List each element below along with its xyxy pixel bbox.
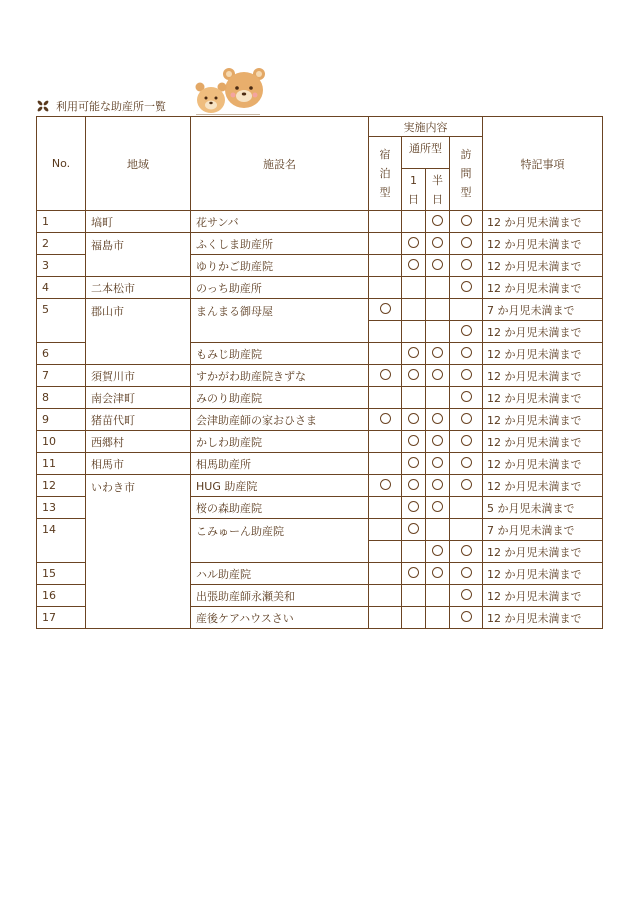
cell-note: 12 か月児未満まで (483, 321, 603, 343)
available-mark-icon (461, 589, 472, 600)
cell-stay (369, 453, 402, 475)
cell-no: 10 (37, 431, 86, 453)
cell-half (426, 321, 450, 343)
cell-full (402, 299, 426, 321)
cell-visit (450, 585, 483, 607)
cell-note: 12 か月児未満まで (483, 563, 603, 585)
cell-note: 12 か月児未満まで (483, 387, 603, 409)
available-mark-icon (432, 479, 443, 490)
available-mark-icon (408, 501, 419, 512)
cell-half (426, 607, 450, 629)
cell-no: 8 (37, 387, 86, 409)
cell-half (426, 541, 450, 563)
header-visit: 訪 問 型 (450, 137, 483, 211)
cell-half (426, 277, 450, 299)
facility-table (36, 116, 603, 629)
cell-full (402, 211, 426, 233)
cell-half (426, 343, 450, 365)
cell-facility: 会津助産師の家おひさま (191, 409, 369, 431)
cell-facility: すかがわ助産院きずな (191, 365, 369, 387)
cell-visit (450, 409, 483, 431)
available-mark-icon (461, 545, 472, 556)
cell-half (426, 475, 450, 497)
cell-full (402, 343, 426, 365)
cell-full (402, 277, 426, 299)
cell-stay (369, 607, 402, 629)
cell-stay (369, 541, 402, 563)
cell-half (426, 563, 450, 585)
cell-note: 12 か月児未満まで (483, 211, 603, 233)
divider (196, 114, 260, 115)
cell-facility: もみじ助産院 (191, 343, 369, 365)
cell-stay (369, 585, 402, 607)
cell-visit (450, 365, 483, 387)
cell-facility: こみゅーん助産院 (191, 519, 369, 563)
available-mark-icon (461, 215, 472, 226)
small-bear-icon (196, 83, 227, 114)
cell-stay (369, 211, 402, 233)
available-mark-icon (432, 237, 443, 248)
page-title: 利用可能な助産所一覧 (56, 100, 166, 113)
cell-region: 須賀川市 (86, 365, 191, 387)
cell-region: 南会津町 (86, 387, 191, 409)
available-mark-icon (408, 523, 419, 534)
cell-region: 塙町 (86, 211, 191, 233)
big-bear-icon (223, 68, 265, 108)
cell-visit (450, 541, 483, 563)
cell-note: 12 か月児未満まで (483, 453, 603, 475)
cell-full (402, 497, 426, 519)
cell-note: 12 か月児未満まで (483, 431, 603, 453)
available-mark-icon (432, 435, 443, 446)
available-mark-icon (408, 479, 419, 490)
flower-icon (36, 99, 50, 113)
cell-stay (369, 343, 402, 365)
available-mark-icon (432, 567, 443, 578)
available-mark-icon (408, 435, 419, 446)
cell-no: 16 (37, 585, 86, 607)
cell-stay (369, 387, 402, 409)
cell-facility: 桜の森助産院 (191, 497, 369, 519)
cell-full (402, 365, 426, 387)
table-row (37, 211, 603, 233)
cell-no: 11 (37, 453, 86, 475)
cell-full (402, 563, 426, 585)
table-row (37, 299, 603, 321)
header-daycare: 通所型 (402, 137, 450, 169)
cell-half (426, 497, 450, 519)
available-mark-icon (432, 457, 443, 468)
cell-full (402, 321, 426, 343)
available-mark-icon (380, 413, 391, 424)
cell-facility: まんまる御母屋 (191, 299, 369, 343)
cell-note: 12 か月児未満まで (483, 607, 603, 629)
available-mark-icon (461, 611, 472, 622)
cell-no: 6 (37, 343, 86, 365)
cell-no: 15 (37, 563, 86, 585)
cell-full (402, 409, 426, 431)
cell-facility: ゆりかご助産院 (191, 255, 369, 277)
cell-full (402, 431, 426, 453)
cell-note: 12 か月児未満まで (483, 233, 603, 255)
available-mark-icon (461, 391, 472, 402)
available-mark-icon (380, 303, 391, 314)
cell-visit (450, 321, 483, 343)
available-mark-icon (461, 259, 472, 270)
cell-half (426, 299, 450, 321)
cell-half (426, 255, 450, 277)
cell-full (402, 233, 426, 255)
header-notes: 特記事項 (483, 117, 603, 211)
header-stay: 宿 泊 型 (369, 137, 402, 211)
cell-facility: みのり助産院 (191, 387, 369, 409)
cell-full (402, 585, 426, 607)
cell-note: 12 か月児未満まで (483, 409, 603, 431)
cell-half (426, 585, 450, 607)
cell-note: 7 か月児未満まで (483, 519, 603, 541)
cell-region: 二本松市 (86, 277, 191, 299)
cell-no: 4 (37, 277, 86, 299)
cell-stay (369, 519, 402, 541)
cell-half (426, 453, 450, 475)
cell-no: 13 (37, 497, 86, 519)
table-row (37, 453, 603, 475)
cell-no: 5 (37, 299, 86, 343)
cell-region: 福島市 (86, 233, 191, 277)
cell-stay (369, 277, 402, 299)
cell-stay (369, 299, 402, 321)
available-mark-icon (461, 325, 472, 336)
available-mark-icon (461, 281, 472, 292)
cell-visit (450, 255, 483, 277)
cell-visit (450, 607, 483, 629)
cell-note: 12 か月児未満まで (483, 365, 603, 387)
available-mark-icon (408, 259, 419, 270)
cell-stay (369, 409, 402, 431)
cell-no: 1 (37, 211, 86, 233)
cell-facility: 花サンバ (191, 211, 369, 233)
cell-visit (450, 475, 483, 497)
available-mark-icon (461, 479, 472, 490)
available-mark-icon (408, 567, 419, 578)
cell-half (426, 387, 450, 409)
cell-facility: HUG 助産院 (191, 475, 369, 497)
cell-visit (450, 519, 483, 541)
cell-visit (450, 497, 483, 519)
table-row (37, 431, 603, 453)
cell-stay (369, 475, 402, 497)
cell-region: 相馬市 (86, 453, 191, 475)
cell-half (426, 365, 450, 387)
cell-note: 12 か月児未満まで (483, 343, 603, 365)
cell-note: 12 か月児未満まで (483, 277, 603, 299)
bears-illustration (193, 64, 275, 118)
available-mark-icon (432, 501, 443, 512)
cell-visit (450, 431, 483, 453)
cell-full (402, 453, 426, 475)
cell-note: 12 か月児未満まで (483, 541, 603, 563)
cell-no: 12 (37, 475, 86, 497)
cell-note: 12 か月児未満まで (483, 585, 603, 607)
cell-region: いわき市 (86, 475, 191, 629)
cell-stay (369, 497, 402, 519)
cell-half (426, 431, 450, 453)
cell-note: 12 か月児未満まで (483, 475, 603, 497)
cell-stay (369, 255, 402, 277)
available-mark-icon (461, 457, 472, 468)
available-mark-icon (432, 369, 443, 380)
cell-half (426, 233, 450, 255)
cell-note: 5 か月児未満まで (483, 497, 603, 519)
available-mark-icon (408, 237, 419, 248)
available-mark-icon (461, 435, 472, 446)
available-mark-icon (461, 369, 472, 380)
cell-no: 3 (37, 255, 86, 277)
cell-full (402, 519, 426, 541)
section-heading (36, 98, 166, 114)
cell-visit (450, 277, 483, 299)
cell-facility: 産後ケアハウスさい (191, 607, 369, 629)
header-service: 実施内容 (369, 117, 483, 137)
available-mark-icon (432, 215, 443, 226)
cell-full (402, 255, 426, 277)
cell-full (402, 475, 426, 497)
cell-facility: ふくしま助産所 (191, 233, 369, 255)
cell-visit (450, 211, 483, 233)
cell-full (402, 387, 426, 409)
cell-visit (450, 299, 483, 321)
cell-region: 西郷村 (86, 431, 191, 453)
cell-region: 郡山市 (86, 299, 191, 365)
cell-region: 猪苗代町 (86, 409, 191, 431)
table-row (37, 409, 603, 431)
cell-full (402, 607, 426, 629)
cell-no: 17 (37, 607, 86, 629)
available-mark-icon (380, 369, 391, 380)
available-mark-icon (461, 567, 472, 578)
table-row (37, 475, 603, 497)
cell-no: 9 (37, 409, 86, 431)
cell-stay (369, 321, 402, 343)
cell-no: 14 (37, 519, 86, 563)
available-mark-icon (408, 457, 419, 468)
cell-visit (450, 233, 483, 255)
available-mark-icon (432, 413, 443, 424)
cell-note: 12 か月児未満まで (483, 255, 603, 277)
cell-visit (450, 387, 483, 409)
cell-half (426, 409, 450, 431)
cell-stay (369, 563, 402, 585)
cell-stay (369, 233, 402, 255)
available-mark-icon (408, 347, 419, 358)
table-row (37, 365, 603, 387)
available-mark-icon (432, 545, 443, 556)
cell-facility: かしわ助産院 (191, 431, 369, 453)
table-row (37, 387, 603, 409)
cell-full (402, 541, 426, 563)
available-mark-icon (461, 237, 472, 248)
available-mark-icon (408, 369, 419, 380)
cell-no: 7 (37, 365, 86, 387)
available-mark-icon (408, 413, 419, 424)
table-row (37, 233, 603, 255)
header-full-day: 1 日 (402, 169, 426, 211)
header-half-day: 半 日 (426, 169, 450, 211)
cell-facility: ハル助産院 (191, 563, 369, 585)
header-facility: 施設名 (191, 117, 369, 211)
cell-half (426, 211, 450, 233)
cell-half (426, 519, 450, 541)
cell-facility: のっち助産所 (191, 277, 369, 299)
cell-visit (450, 453, 483, 475)
cell-no: 2 (37, 233, 86, 255)
cell-stay (369, 365, 402, 387)
cell-visit (450, 563, 483, 585)
table-row (37, 277, 603, 299)
cell-stay (369, 431, 402, 453)
cell-facility: 相馬助産所 (191, 453, 369, 475)
available-mark-icon (461, 347, 472, 358)
available-mark-icon (461, 413, 472, 424)
available-mark-icon (432, 347, 443, 358)
header-region: 地域 (86, 117, 191, 211)
available-mark-icon (432, 259, 443, 270)
available-mark-icon (380, 479, 391, 490)
cell-visit (450, 343, 483, 365)
cell-facility: 出張助産師永瀬美和 (191, 585, 369, 607)
cell-note: 7 か月児未満まで (483, 299, 603, 321)
header-no: No. (37, 117, 86, 211)
